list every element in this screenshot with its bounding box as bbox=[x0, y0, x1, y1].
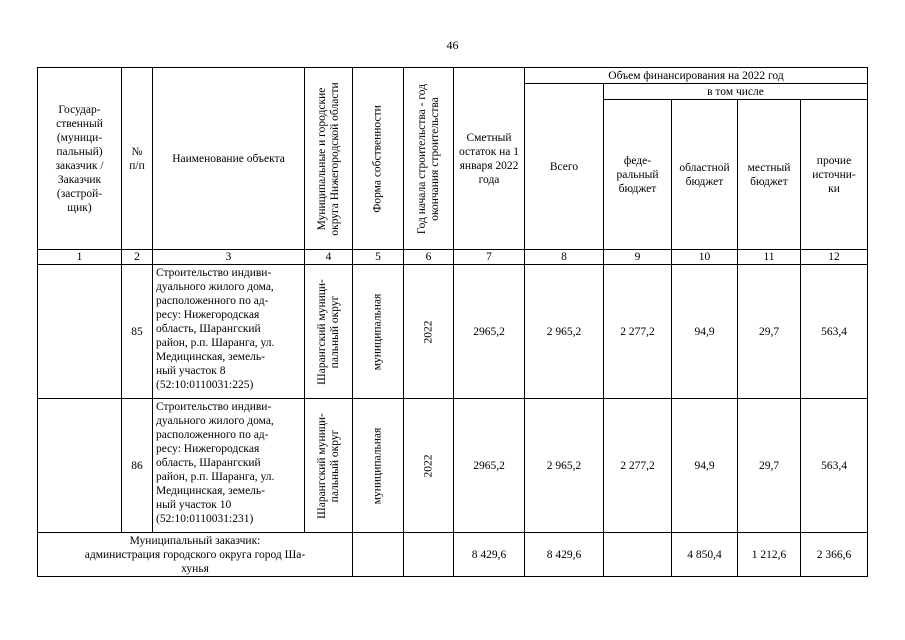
summary-federal bbox=[604, 533, 672, 577]
col-num-8: 8 bbox=[525, 250, 604, 265]
row-federal: 2 277,2 bbox=[604, 399, 672, 533]
row-customer bbox=[38, 265, 122, 399]
col-num-10: 10 bbox=[672, 250, 738, 265]
col-num-7: 7 bbox=[454, 250, 525, 265]
summary-ownership bbox=[353, 533, 404, 577]
row-ownership bbox=[353, 399, 404, 533]
page-number: 46 bbox=[446, 38, 459, 52]
row-object-name-text: Строительство индиви- дуального жилого дома, расположенного по ад- ресу: Нижегородская область, Шарангский район, р.п. Шаранга, ул. Медицинская, земель- ный участок 10 (52:10:0110031:231) bbox=[156, 401, 275, 525]
row-municipality bbox=[305, 265, 353, 399]
row-object-name-text: Строительство индиви- дуального жилого дома, расположенного по ад- ресу: Нижегородская область, Шарангский район, р.п. Шаранга, ул. Медицинская, земель- ный участок 8 (52:10:0110031:225) bbox=[156, 267, 275, 391]
row-balance: 2965,2 bbox=[454, 265, 525, 399]
summary-other: 2 366,6 bbox=[801, 533, 868, 577]
header-municipality bbox=[305, 68, 353, 250]
row-customer bbox=[38, 399, 122, 533]
header-balance: Сметный остаток на 1 января 2022 года bbox=[454, 68, 525, 250]
header-other-text: прочие источни- ки bbox=[812, 154, 856, 195]
header-local bbox=[738, 100, 801, 250]
summary-total: 8 429,6 bbox=[525, 533, 604, 577]
header-customer-text: Государ- ственный (муници- пальный) заказчик / Заказчик (застрой- щик) bbox=[55, 103, 104, 214]
header-num bbox=[122, 68, 153, 250]
row-year bbox=[404, 265, 454, 399]
header-customer bbox=[38, 68, 122, 250]
row-object-name bbox=[153, 399, 305, 533]
row-num: 85 bbox=[122, 265, 153, 399]
row-object-name bbox=[153, 265, 305, 399]
row-ownership-text: муниципальная bbox=[371, 427, 384, 504]
summary-label-text: Муниципальный заказчик: администрация городского округа город Ша- хунья bbox=[84, 534, 306, 575]
header-years-text: Год начала строительства - год окончания строительства bbox=[415, 83, 441, 234]
row-other: 563,4 bbox=[801, 399, 868, 533]
header-object-name: Наименование объекта bbox=[153, 68, 305, 250]
row-local: 29,7 bbox=[738, 399, 801, 533]
row-year-text: 2022 bbox=[422, 320, 434, 343]
row-regional: 94,9 bbox=[672, 399, 738, 533]
header-regional-text: областной бюджет bbox=[679, 161, 730, 188]
row-municipality-text: Шарангский муници- пальный округ bbox=[315, 412, 341, 519]
header-years bbox=[404, 68, 454, 250]
row-total: 2 965,2 bbox=[525, 265, 604, 399]
row-ownership-text: муниципальная bbox=[371, 293, 384, 370]
summary-row bbox=[38, 533, 868, 577]
header-federal-text: феде- ральный бюджет bbox=[616, 154, 659, 195]
row-municipality bbox=[305, 399, 353, 533]
row-federal: 2 277,2 bbox=[604, 265, 672, 399]
row-ownership bbox=[353, 265, 404, 399]
col-num-9: 9 bbox=[604, 250, 672, 265]
financing-table bbox=[37, 67, 868, 577]
row-balance: 2965,2 bbox=[454, 399, 525, 533]
col-num-4: 4 bbox=[305, 250, 353, 265]
header-local-text: местный бюджет bbox=[747, 161, 791, 188]
header-funding: Объем финансирования на 2022 год bbox=[525, 68, 868, 84]
header-including: в том числе bbox=[604, 84, 868, 100]
header-municipality-text: Муниципальные и городские округа Нижегородской области bbox=[315, 81, 341, 236]
summary-year bbox=[404, 533, 454, 577]
header-federal bbox=[604, 100, 672, 250]
col-num-6: 6 bbox=[404, 250, 454, 265]
col-num-2: 2 bbox=[122, 250, 153, 265]
header-num-text: № п/п bbox=[129, 145, 145, 172]
row-other: 563,4 bbox=[801, 265, 868, 399]
table-row bbox=[38, 399, 868, 533]
summary-label bbox=[38, 533, 353, 577]
summary-local: 1 212,6 bbox=[738, 533, 801, 577]
table-row bbox=[38, 265, 868, 399]
row-num: 86 bbox=[122, 399, 153, 533]
header-regional bbox=[672, 100, 738, 250]
col-num-1: 1 bbox=[38, 250, 122, 265]
row-total: 2 965,2 bbox=[525, 399, 604, 533]
summary-regional: 4 850,4 bbox=[672, 533, 738, 577]
header-ownership-text: Форма собственности bbox=[371, 104, 384, 213]
row-municipality-text: Шарангский муници- пальный округ bbox=[315, 278, 341, 385]
header-total: Всего bbox=[525, 84, 604, 250]
col-num-3: 3 bbox=[153, 250, 305, 265]
header-other bbox=[801, 100, 868, 250]
row-local: 29,7 bbox=[738, 265, 801, 399]
column-number-row bbox=[38, 250, 868, 265]
row-year bbox=[404, 399, 454, 533]
header-ownership bbox=[353, 68, 404, 250]
col-num-5: 5 bbox=[353, 250, 404, 265]
row-year-text: 2022 bbox=[422, 454, 434, 477]
row-regional: 94,9 bbox=[672, 265, 738, 399]
col-num-12: 12 bbox=[801, 250, 868, 265]
summary-balance: 8 429,6 bbox=[454, 533, 525, 577]
col-num-11: 11 bbox=[738, 250, 801, 265]
